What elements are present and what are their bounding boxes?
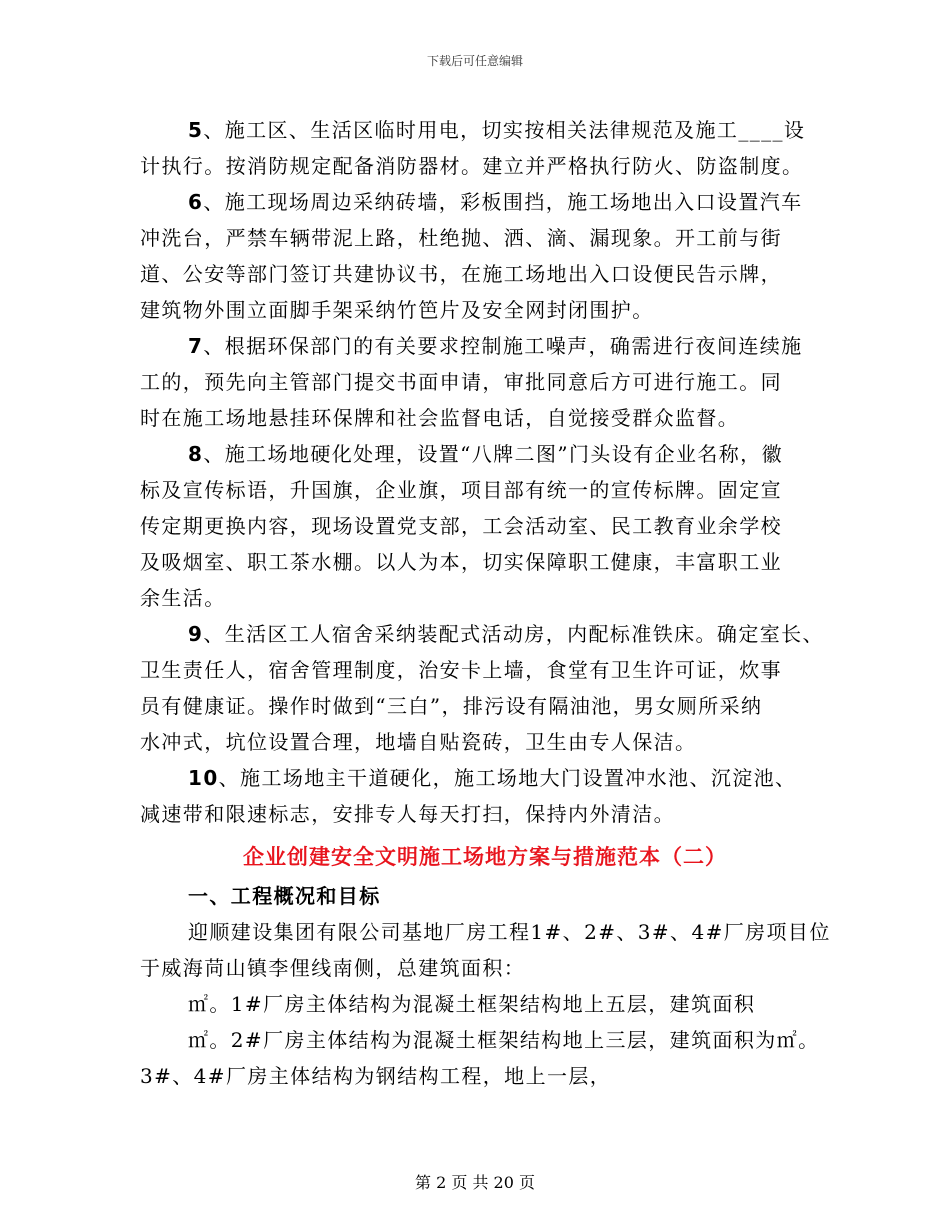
text-line: 7、根据环保部门的有关要求控制施工噪声，确需进行夜间连续施 — [188, 334, 803, 358]
item-number: 5 — [188, 118, 204, 142]
text-line: 迎顺建设集团有限公司基地厂房工程1#、2#、3#、4#厂房项目位 — [188, 920, 831, 944]
section-heading: 一、工程概况和目标 — [188, 884, 381, 908]
text-line: 6、施工现场周边采纳砖墙，彩板围挡，施工场地出入口设置汽车 — [188, 190, 803, 214]
item-number: 6 — [188, 190, 204, 214]
text-line: 9、生活区工人宿舍采纳装配式活动房，内配标准铁床。确定室长、 — [188, 622, 824, 646]
text-line: 减速带和限速标志，安排专人每天打扫，保持内外清洁。 — [140, 802, 675, 826]
text-line: ㎡。1#厂房主体结构为混凝土框架结构地上五层，建筑面积 — [188, 992, 756, 1016]
list-item-9 — [140, 616, 830, 760]
list-item-7 — [140, 328, 830, 436]
page-footer: 第 2 页 共 20 页 — [415, 1173, 535, 1192]
text-line: 余生活。 — [140, 586, 226, 610]
list-item-8 — [140, 436, 830, 616]
text-line: 卫生责任人，宿舍管理制度，治安卡上墙，食堂有卫生许可证，炊事 — [140, 658, 782, 682]
text-line: 传定期更换内容，现场设置党支部，工会活动室、民工教育业余学校 — [140, 514, 782, 538]
text-line: 冲洗台，严禁车辆带泥上路，杜绝抛、洒、滴、漏现象。开工前与街 — [140, 226, 782, 250]
text-line: 道、公安等部门签订共建协议书，在施工场地出入口设便民告示牌， — [140, 262, 782, 286]
text-line: 10、施工场地主干道硬化，施工场地大门设置冲水池、沉淀池、 — [188, 766, 797, 790]
text-line: 建筑物外围立面脚手架采纳竹笆片及安全网封闭围护。 — [140, 298, 654, 322]
document-title: 企业创建安全文明施工场地方案与措施范本（二） — [243, 844, 727, 869]
list-item-6 — [140, 184, 830, 328]
item-number: 9 — [188, 622, 204, 646]
page-header: 下载后可任意编辑 — [426, 54, 523, 68]
text-line: 计执行。按消防规定配备消防器材。建立并严格执行防火、防盗制度。 — [140, 154, 804, 178]
paragraph-project-overview — [140, 914, 830, 1094]
text-line: 及吸烟室、职工茶水棚。以人为本，切实保障职工健康，丰富职工业 — [140, 550, 782, 574]
item-number: 10 — [188, 766, 219, 790]
text-line: 5、施工区、生活区临时用电，切实按相关法律规范及施工____设 — [188, 118, 806, 142]
text-line: 员有健康证。操作时做到“三白”，排污设有隔油池，男女厕所采纳 — [140, 694, 763, 718]
text-line: 时在施工场地悬挂环保牌和社会监督电话，自觉接受群众监督。 — [140, 406, 740, 430]
item-number: 7 — [188, 334, 204, 358]
document-body — [140, 112, 830, 1094]
text-line: 工的，预先向主管部门提交书面申请，审批同意后方可进行施工。同 — [140, 370, 782, 394]
text-line: ㎡。2#厂房主体结构为混凝土框架结构地上三层，建筑面积为㎡。 — [188, 1028, 820, 1052]
text-line: 3#、4#厂房主体结构为钢结构工程，地上一层， — [140, 1064, 612, 1088]
text-line: 水冲式，坑位设置合理，地墙自贴瓷砖，卫生由专人保洁。 — [140, 730, 697, 754]
text-line: 标及宣传标语，升国旗，企业旗，项目部有统一的宣传标牌。固定宣 — [140, 478, 782, 502]
list-item-5 — [140, 112, 830, 184]
text-line: 8、施工场地硬化处理，设置“八牌二图”门头设有企业名称，徽 — [188, 442, 783, 466]
text-line: 于威海苘山镇李俚线南侧，总建筑面积： — [140, 956, 526, 980]
list-item-10 — [140, 760, 830, 832]
item-number: 8 — [188, 442, 204, 466]
